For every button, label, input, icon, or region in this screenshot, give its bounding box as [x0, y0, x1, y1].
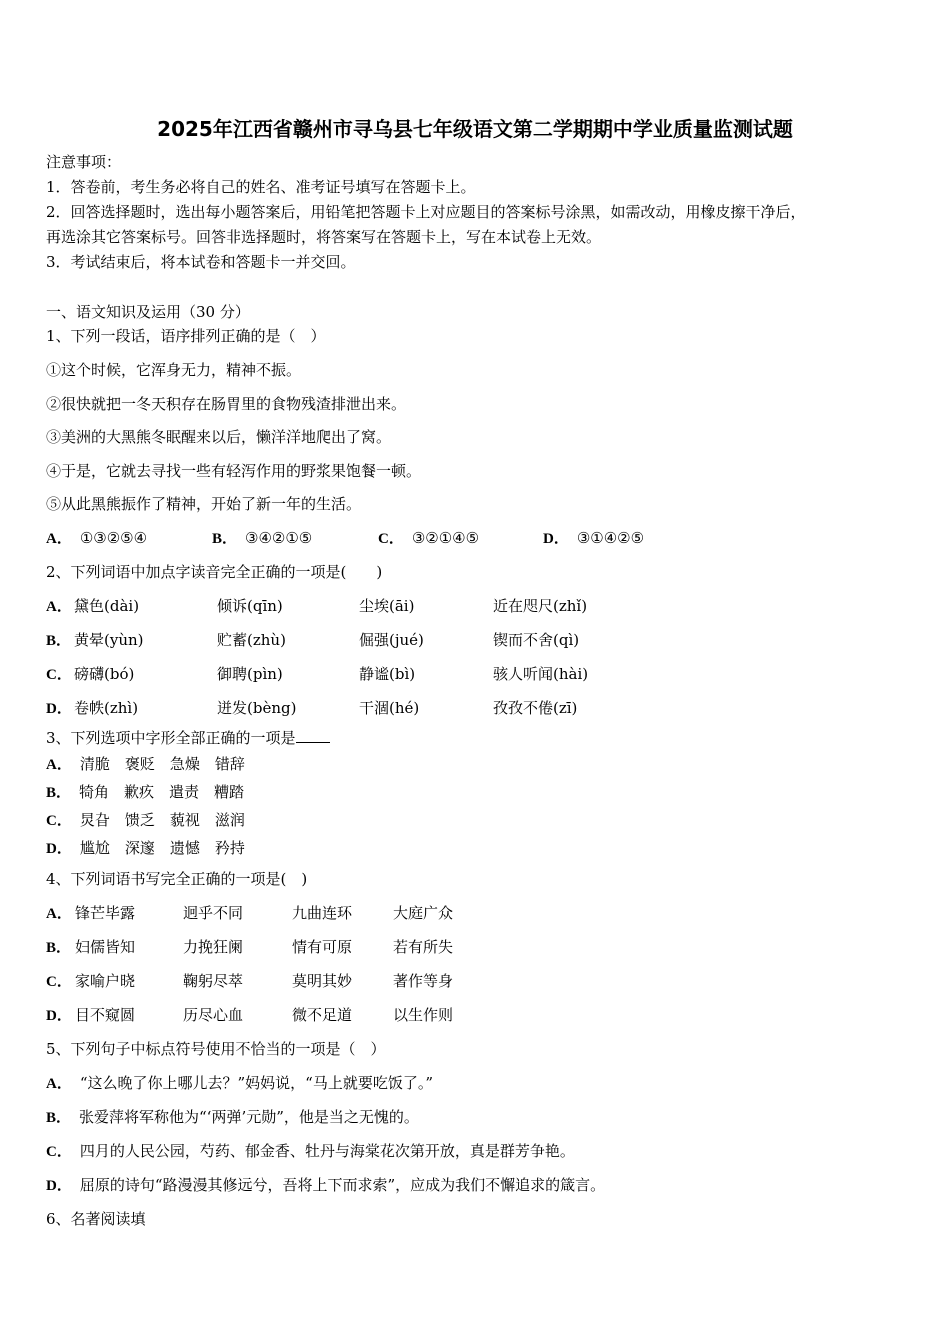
q2-word: 干涸(hé): [359, 699, 420, 717]
option-label: D．: [543, 531, 569, 547]
q5-option: B． 张爱萍将军称他为“‘两弹’元勋”，他是当之无愧的。: [46, 1108, 419, 1126]
option-text: ③①④②⑤: [576, 529, 645, 547]
option-label: C．: [378, 531, 404, 547]
q4-word: 目不窥圆: [75, 1006, 136, 1024]
question-2-stem: 2、下列词语中加点字读音完全正确的一项是( ): [46, 563, 383, 581]
q2-word: 磅礴(bó): [74, 665, 135, 683]
q4-word: 莫明其妙: [292, 972, 353, 990]
q1-sentence: ②很快就把一冬天积存在肠胃里的食物残渣排泄出来。: [46, 395, 407, 413]
q1-option-d: [543, 528, 644, 549]
q4-word: 若有所失: [393, 938, 454, 956]
q4-option-label: D．: [46, 1008, 72, 1024]
q4-option-label: C．: [46, 974, 72, 990]
page-title: 2025年江西省赣州市寻乌县七年级语文第二学期期中学业质量监测试题: [157, 117, 793, 141]
q4-option-label: B．: [46, 940, 72, 956]
option-label: B．: [212, 531, 238, 547]
q1-sentence: ③美洲的大黑熊冬眠醒来以后，懒洋洋地爬出了窝。: [46, 428, 392, 446]
option-text: ③②①④⑤: [411, 529, 480, 547]
notice-item: 再选涂其它答案标号。回答非选择题时，将答案写在答题卡上，写在本试卷上无效。: [46, 228, 602, 246]
q2-option-label: B．: [46, 633, 72, 649]
q2-option-label: A．: [46, 599, 72, 615]
option-text: ①③②⑤④: [79, 529, 148, 547]
q2-word: 贮蓄(zhù): [217, 631, 286, 649]
q4-word: 历尽心血: [183, 1006, 244, 1024]
notice-item: 2．回答选择题时，选出每小题答案后，用铅笔把答题卡上对应题目的答案标号涂黑，如需改动，用橡皮擦干净后，: [46, 203, 806, 221]
q2-word: 御聘(pìn): [217, 665, 283, 683]
q2-word: 迸发(bèng): [217, 699, 297, 717]
q4-word: 以生作则: [393, 1006, 454, 1024]
question-6-stem: 6、名著阅读填: [46, 1210, 146, 1228]
option-label: A．: [46, 531, 72, 547]
q5-option: A． “这么晚了你上哪儿去？”妈妈说，“马上就要吃饭了。”: [46, 1074, 434, 1092]
q1-sentence: ①这个时候，它浑身无力，精神不振。: [46, 361, 302, 379]
q5-option: C． 四月的人民公园，芍药、郁金香、牡丹与海棠花次第开放，真是群芳争艳。: [46, 1142, 575, 1160]
q1-sentence: ⑤从此黑熊振作了精神，开始了新一年的生活。: [46, 495, 362, 513]
q2-word: 静谧(bì): [359, 665, 416, 683]
q4-word: 迥乎不同: [183, 904, 244, 922]
q2-word: 近在咫尺(zhǐ): [493, 597, 588, 615]
q3-option: B． 犄角 歉疚 遣责 糟踏: [46, 783, 245, 801]
q4-word: 力挽狂阑: [183, 938, 244, 956]
q2-word: 黛色(dài): [74, 597, 140, 615]
q2-word: 孜孜不倦(zī): [493, 699, 578, 717]
q2-word: 黄晕(yùn): [74, 631, 144, 649]
notice-item: 1．答卷前，考生务必将自己的姓名、准考证号填写在答题卡上。: [46, 178, 476, 196]
q2-word: 骇人听闻(hài): [493, 665, 589, 683]
q2-word: 卷帙(zhì): [74, 699, 139, 717]
q2-word: 倾诉(qīn): [217, 597, 283, 615]
question-1-stem: 1、下列一段话，语序排列正确的是（ ）: [46, 327, 326, 345]
q4-word: 妇儒皆知: [75, 938, 136, 956]
q1-sentence: ④于是，它就去寻找一些有轻泻作用的野浆果饱餐一顿。: [46, 462, 422, 480]
q4-option-label: A．: [46, 906, 72, 922]
q4-word: 鞠躬尽萃: [183, 972, 244, 990]
q4-word: 情有可原: [292, 938, 353, 956]
q4-word: 家喻户晓: [75, 972, 136, 990]
question-3-stem: 3、下列选项中字形全部正确的一项是: [46, 728, 330, 748]
q2-option-label: C．: [46, 667, 72, 683]
q4-word: 著作等身: [393, 972, 454, 990]
question-4-stem: 4、下列词语书写完全正确的一项是( ): [46, 870, 308, 888]
notice-heading: 注意事项：: [46, 153, 122, 171]
notice-item: 3．考试结束后，将本试卷和答题卡一并交回。: [46, 253, 356, 271]
q4-word: 大庭广众: [393, 904, 454, 922]
q3-option: D． 尴尬 深邃 遗憾 矜持: [46, 839, 245, 857]
q3-option: A． 清脆 褒贬 急燥 错辞: [46, 755, 245, 773]
option-text: ③④②①⑤: [245, 529, 313, 547]
q2-word: 倔强(jué): [359, 631, 424, 649]
q2-word: 尘埃(āi): [359, 597, 415, 615]
q2-option-label: D．: [46, 701, 72, 717]
q1-option-c: [378, 528, 479, 549]
q4-word: 锋芒毕露: [75, 904, 136, 922]
q4-word: 九曲连环: [292, 904, 353, 922]
q1-option-a: [46, 528, 147, 549]
question-5-stem: 5、下列句子中标点符号使用不恰当的一项是（ ）: [46, 1040, 386, 1058]
q1-option-b: [212, 528, 312, 549]
q3-option: C． 炅旮 馈乏 藐视 滋润: [46, 811, 245, 829]
answer-blank: [296, 728, 330, 743]
q2-word: 锲而不舍(qì): [493, 631, 580, 649]
q5-option: D． 屈原的诗句“路漫漫其修远兮，吾将上下而求索”，应成为我们不懈追求的箴言。: [46, 1176, 606, 1194]
q4-word: 微不足道: [292, 1006, 353, 1024]
section-heading: 一、语文知识及运用（30 分）: [46, 303, 250, 321]
